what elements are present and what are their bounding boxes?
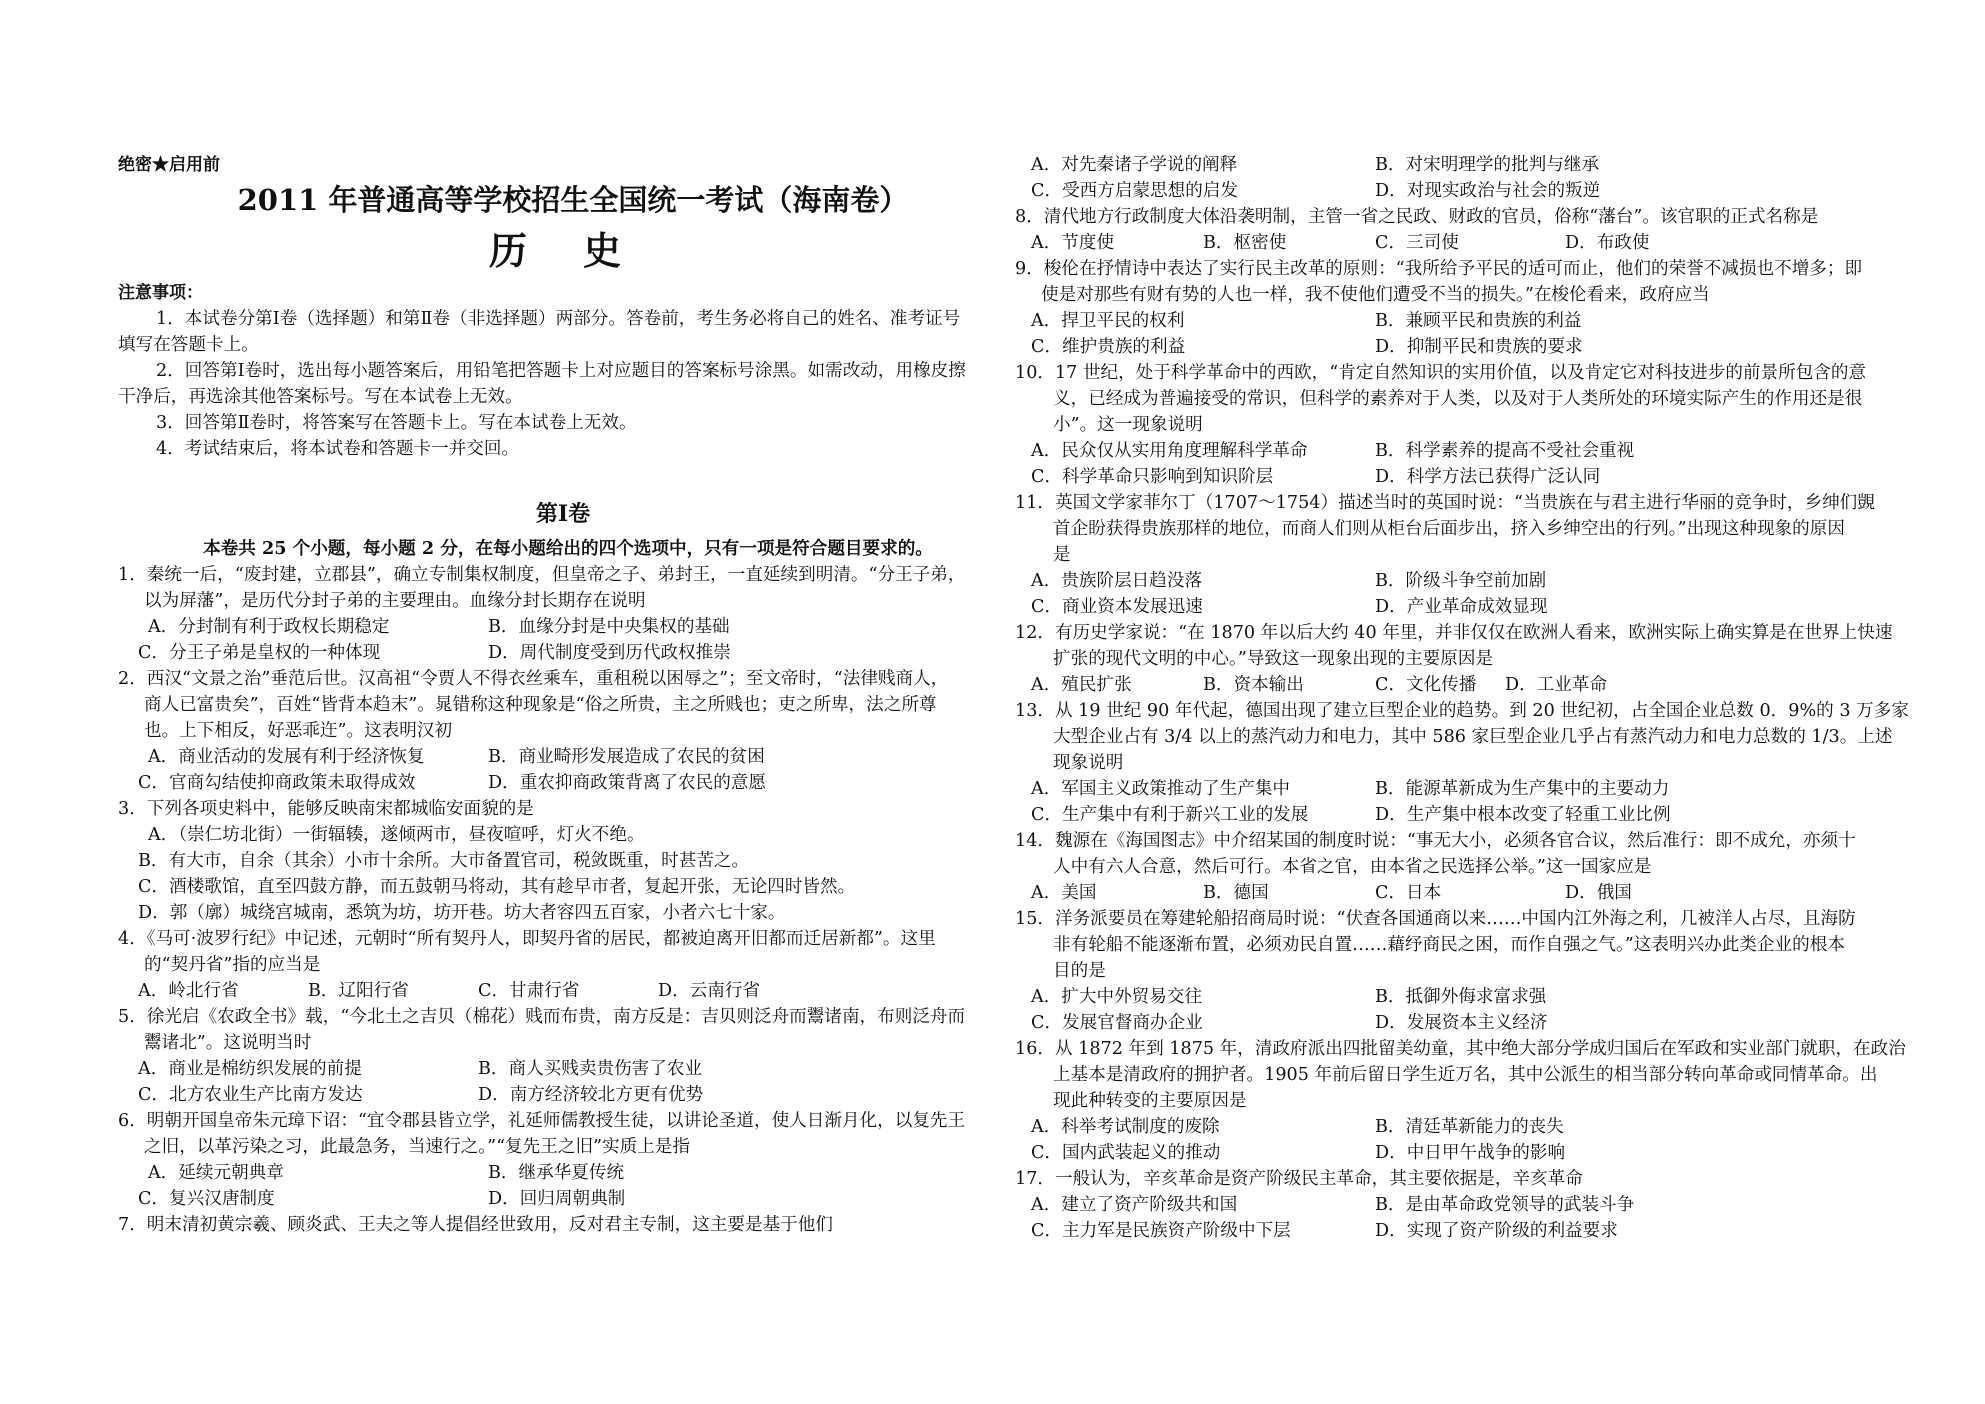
question-text: 之旧，以革污染之习，此最急务，当速行之。”“复先王之旧”实质上是指 — [144, 1137, 690, 1157]
question-text: 10．17 世纪，处于科学革命中的西欧，“肯定自然知识的实用价值，以及肯定它对科技进步的前景所包含的意 — [1015, 363, 1867, 383]
option-b: B．枢密使 — [1203, 233, 1287, 253]
question-text: 9．梭伦在抒情诗中表达了实行民主改革的原则：“我所给予平民的适可而止，他们的荣誉不减损也不增多；即 — [1015, 259, 1863, 279]
option-b: B．抵御外侮求富求强 — [1375, 987, 1547, 1007]
option-b: B．德国 — [1203, 883, 1269, 903]
question-text: 16．从 1872 年到 1875 年，清政府派出四批留美幼童，其中绝大部分学成归国后在军政和实业部门就职，在政治 — [1015, 1039, 1906, 1059]
option-c: C．甘肃行省 — [478, 981, 580, 1001]
option-c: C．发展官督商办企业 — [1031, 1013, 1203, 1033]
question-text: 大型企业占有 3/4 以上的蒸汽动力和电力，其中 586 家巨型企业几乎占有蒸汽动力和电力总数的 1/3。上述 — [1053, 727, 1893, 747]
option-a: A．商业是棉纺织发展的前提 — [138, 1059, 362, 1079]
option-d: D．产业革命成效显现 — [1375, 597, 1548, 617]
question-text: 14．魏源在《海国图志》中介绍某国的制度时说：“事无大小，必须各官合议，然后准行：即不成允，亦须十 — [1015, 831, 1856, 851]
question-text: 7．明末清初黄宗羲、顾炎武、王夫之等人提倡经世致用，反对君主专制，这主要是基于他们 — [118, 1215, 833, 1235]
question-text: 8．清代地方行政制度大体沿袭明制，主管一省之民政、财政的官员，俗称“藩台”。该官职的正式名称是 — [1015, 207, 1819, 227]
option-d: D．实现了资产阶级的利益要求 — [1375, 1221, 1618, 1241]
option-a: A．分封制有利于政权长期稳定 — [148, 617, 390, 637]
question-text: 以为屏藩”，是历代分封子弟的主要理由。血缘分封长期存在说明 — [144, 591, 646, 611]
question-text: 5．徐光启《农政全书》载，“今北土之吉贝（棉花）贱而布贵，南方反是：吉贝则泛舟而鬻诸南，布则泛舟而 — [118, 1007, 966, 1027]
question-text: 是 — [1053, 545, 1071, 565]
option-d: D．中日甲午战争的影响 — [1375, 1143, 1566, 1163]
question-text: 上基本是清政府的拥护者。1905 年前后留日学生近万名，其中公派生的相当部分转向革命或同情革命。出 — [1053, 1065, 1878, 1085]
option-c: C．分王子弟是皇权的一种体现 — [138, 643, 381, 663]
question-text: 商人已富贵矣”，百姓“皆背本趋末”。晁错称这种现象是“俗之所贵，主之所贱也；吏之所卑，法之所尊 — [144, 695, 937, 715]
option-b: B．血缘分封是中央集权的基础 — [488, 617, 730, 637]
option-c: C．文化传播 — [1375, 675, 1477, 695]
question-text: 鬻诸北”。这说明当时 — [144, 1033, 312, 1053]
option-a: A．岭北行省 — [138, 981, 239, 1001]
question-10 — [1015, 360, 1875, 490]
option-c: C．酒楼歌馆，直至四鼓方静，而五鼓朝马将动，其有趁早市者，复起开张，无论四时皆然。 — [138, 877, 856, 897]
subject-title: 历史 — [488, 228, 677, 273]
question-14 — [1015, 828, 1875, 906]
option-c: C．北方农业生产比南方发达 — [138, 1085, 363, 1105]
question-text: 的“契丹省”指的应当是 — [144, 955, 321, 975]
option-d: D．对现实政治与社会的叛逆 — [1375, 181, 1601, 201]
question-4 — [118, 926, 988, 1004]
confidential-label: 绝密★启用前 — [118, 155, 220, 175]
question-text: 2．西汉“文景之治”垂范后世。汉高祖“令贾人不得衣丝乘车，重租税以困辱之”；至文帝时，“法律贱商人， — [118, 669, 949, 689]
question-5 — [118, 1004, 988, 1108]
option-d: D．重农抑商政策背离了农民的意愿 — [488, 773, 767, 793]
option-c: C．生产集中有利于新兴工业的发展 — [1031, 805, 1309, 825]
question-text: 小”。这一现象说明 — [1053, 415, 1203, 435]
question-text: 4．《马可·波罗行纪》中记述，元朝时“所有契丹人，即契丹省的居民，都被迫离开旧都而迁居新都”。这里 — [118, 929, 936, 949]
exam-title: 2011 年普通高等学校招生全国统一考试（海南卷） — [237, 183, 909, 217]
note-line: 3．回答第Ⅱ卷时，将答案写在答题卡上。写在本试卷上无效。 — [156, 413, 637, 433]
question-text: 使是对那些有财有势的人也一样，我不使他们遭受不当的损失。”在梭伦看来，政府应当 — [1041, 285, 1710, 305]
option-c: C．官商勾结使抑商政策未取得成效 — [138, 773, 416, 793]
option-b: B．清廷革新能力的丧失 — [1375, 1117, 1564, 1137]
right-column — [1015, 152, 1909, 1244]
option-d: D．布政使 — [1565, 233, 1650, 253]
option-c: C．维护贵族的利益 — [1031, 337, 1186, 357]
option-c: C．主力军是民族资产阶级中下层 — [1031, 1221, 1291, 1241]
question-text: 11．英国文学家菲尔丁（1707～1754）描述当时的英国时说：“当贵族在与君主进行华丽的竞争时，乡绅们覬 — [1015, 493, 1875, 513]
option-c: C．三司使 — [1375, 233, 1459, 253]
option-d: D．俄国 — [1565, 883, 1632, 903]
option-b: B．阶级斗争空前加剧 — [1375, 571, 1547, 591]
section-title: 第Ⅰ卷 — [535, 501, 591, 527]
question-text: 13．从 19 世纪 90 年代起，德国出现了建立巨型企业的趋势。到 20 世纪初，占全国企业总数 0．9%的 3 万多家 — [1015, 701, 1909, 721]
option-b: B．有大市，自余（其余）小市十余所。大市备置官司，税敛既重，时甚苦之。 — [138, 851, 750, 871]
option-c: C．复兴汉唐制度 — [138, 1189, 275, 1209]
option-b: B．对宋明理学的批判与继承 — [1375, 155, 1600, 175]
question-8 — [1015, 204, 1875, 256]
note-line: 填写在答题卡上。 — [118, 335, 259, 355]
question-6 — [118, 1108, 988, 1212]
option-d: D．生产集中根本改变了轻重工业比例 — [1375, 805, 1671, 825]
option-d: D．工业革命 — [1505, 675, 1608, 695]
option-d: D．发展资本主义经济 — [1375, 1013, 1548, 1033]
option-b: B．能源革新成为生产集中的主要动力 — [1375, 779, 1670, 799]
option-d: D．回归周朝典制 — [488, 1189, 626, 1209]
option-a: A．商业活动的发展有利于经济恢复 — [148, 747, 425, 767]
note-line: 2．回答第Ⅰ卷时，选出每小题答案后，用铅笔把答题卡上对应题目的答案标号涂黑。如需改动，用橡皮擦 — [156, 361, 966, 381]
option-b: B．资本输出 — [1203, 675, 1304, 695]
question-text: 12．有历史学家说：“在 1870 年以后大约 40 年里，并非仅仅在欧洲人看来，欧洲实际上确实算是在世界上快速 — [1015, 623, 1893, 643]
question-17 — [1015, 1166, 1875, 1244]
question-13 — [1015, 698, 1909, 828]
question-7 — [118, 1212, 988, 1238]
question-3 — [118, 796, 988, 926]
option-b: B．商业畸形发展造成了农民的贫困 — [488, 747, 765, 767]
question-11 — [1015, 490, 1875, 620]
question-text: 1．秦统一后，“废封建，立郡县”，确立专制集权制度，但皇帝之子、弟封王，一直延续到明清。“分王子弟， — [118, 565, 966, 585]
option-d: D．周代制度受到历代政权推崇 — [488, 643, 731, 663]
option-a: A．建立了资产阶级共和国 — [1031, 1195, 1238, 1215]
option-d: D．科学方法已获得广泛认同 — [1375, 467, 1601, 487]
notes-heading: 注意事项： — [118, 283, 203, 303]
option-d: D．云南行省 — [658, 981, 761, 1001]
option-a: A．捍卫平民的权利 — [1031, 311, 1185, 331]
question-text: 目的是 — [1053, 961, 1106, 981]
option-c: C．国内武装起义的推动 — [1031, 1143, 1221, 1163]
option-a: A．殖民扩张 — [1031, 675, 1132, 695]
option-b: B．兼顾平民和贵族的利益 — [1375, 311, 1582, 331]
option-a: A．延续元朝典章 — [148, 1163, 284, 1183]
question-2 — [118, 666, 988, 796]
option-d: D．抑制平民和贵族的要求 — [1375, 337, 1583, 357]
question-text: 人中有六人合意，然后可行。本省之官，由本省之民选择公举。”这一国家应是 — [1053, 857, 1652, 877]
option-a: A．美国 — [1031, 883, 1097, 903]
question-text: 也。上下相反，好恶乖迕”。这表明汉初 — [144, 721, 453, 741]
option-d: D．郭（廓）城绕宫城南，悉筑为坊，坊开巷。坊大者容四五百家，小者六七十家。 — [138, 903, 786, 923]
question-text: 非有轮船不能逐渐布置，必须劝民自置……藉纾商民之困，而作自强之气。”这表明兴办此类企业的根本 — [1053, 935, 1845, 955]
question-text: 6．明朝开国皇帝朱元璋下诏：“宜令郡县皆立学，礼延师儒教授生徒，以讲论圣道，使人日渐月化，以复先王 — [118, 1111, 966, 1131]
question-7-options — [1015, 152, 1875, 204]
option-c: C．日本 — [1375, 883, 1442, 903]
note-line: 1．本试卷分第Ⅰ卷（选择题）和第Ⅱ卷（非选择题）两部分。答卷前，考生务必将自己的姓名、准考证号 — [156, 309, 961, 329]
question-text: 首企盼获得贵族那样的地位，而商人们则从柜台后面步出，挤入乡绅空出的行列。”出现这种现象的原因 — [1053, 519, 1845, 539]
question-text: 现此种转变的主要原因是 — [1053, 1091, 1247, 1111]
option-a: A．贵族阶层日趋没落 — [1031, 571, 1203, 591]
option-b: B．是由革命政党领导的武装斗争 — [1375, 1195, 1635, 1215]
option-a: A．对先秦诸子学说的阐释 — [1031, 155, 1238, 175]
left-column — [118, 152, 988, 1238]
question-text: 3．下列各项史料中，能够反映南宋都城临安面貌的是 — [118, 799, 534, 819]
option-a: A．民众仅从实用角度理解科学革命 — [1031, 441, 1308, 461]
question-15 — [1015, 906, 1875, 1036]
option-a: A．军国主义政策推动了生产集中 — [1031, 779, 1291, 799]
question-1 — [118, 562, 988, 666]
option-a: A．科举考试制度的废除 — [1031, 1117, 1220, 1137]
option-c: C．商业资本发展迅速 — [1031, 597, 1203, 617]
option-b: B．辽阳行省 — [308, 981, 409, 1001]
note-line: 干净后，再选涂其他答案标号。写在本试卷上无效。 — [118, 387, 523, 407]
option-a: A．节度使 — [1031, 233, 1115, 253]
option-c: C．受西方启蒙思想的启发 — [1031, 181, 1238, 201]
option-b: B．科学素养的提高不受社会重视 — [1375, 441, 1635, 461]
question-text: 义，已经成为普遍接受的常识，但科学的素养对于人类，以及对于人类所处的环境实际产生的作用还是很 — [1053, 389, 1863, 409]
option-b: B．继承华夏传统 — [488, 1163, 625, 1183]
note-line: 4．考试结束后，将本试卷和答题卡一并交回。 — [156, 439, 520, 459]
question-text: 现象说明 — [1053, 753, 1124, 773]
question-text: 15．洋务派要员在筹建轮船招商局时说：“伏查各国通商以来……中国内江外海之利，几被洋人占尽，且海防 — [1015, 909, 1856, 929]
option-b: B．商人买贱卖贵伤害了农业 — [478, 1059, 703, 1079]
question-16 — [1015, 1036, 1906, 1166]
section-description: 本卷共 25 个小题，每小题 2 分，在每小题给出的四个选项中，只有一项是符合题目要求的。 — [203, 538, 933, 559]
question-text: 17．一般认为，辛亥革命是资产阶级民主革命，其主要依据是，辛亥革命 — [1015, 1169, 1583, 1189]
option-a: A．扩大中外贸易交往 — [1031, 987, 1203, 1007]
option-a: A．（崇仁坊北街）一街辐辏，遂倾两市，昼夜喧呼，灯火不绝。 — [148, 825, 645, 845]
question-text: 扩张的现代文明的中心。”导致这一现象出现的主要原因是 — [1053, 649, 1494, 669]
option-d: D．南方经济较北方更有优势 — [478, 1085, 704, 1105]
question-12 — [1015, 620, 1893, 698]
option-c: C．科学革命只影响到知识阶层 — [1031, 467, 1274, 487]
question-9 — [1015, 256, 1875, 360]
